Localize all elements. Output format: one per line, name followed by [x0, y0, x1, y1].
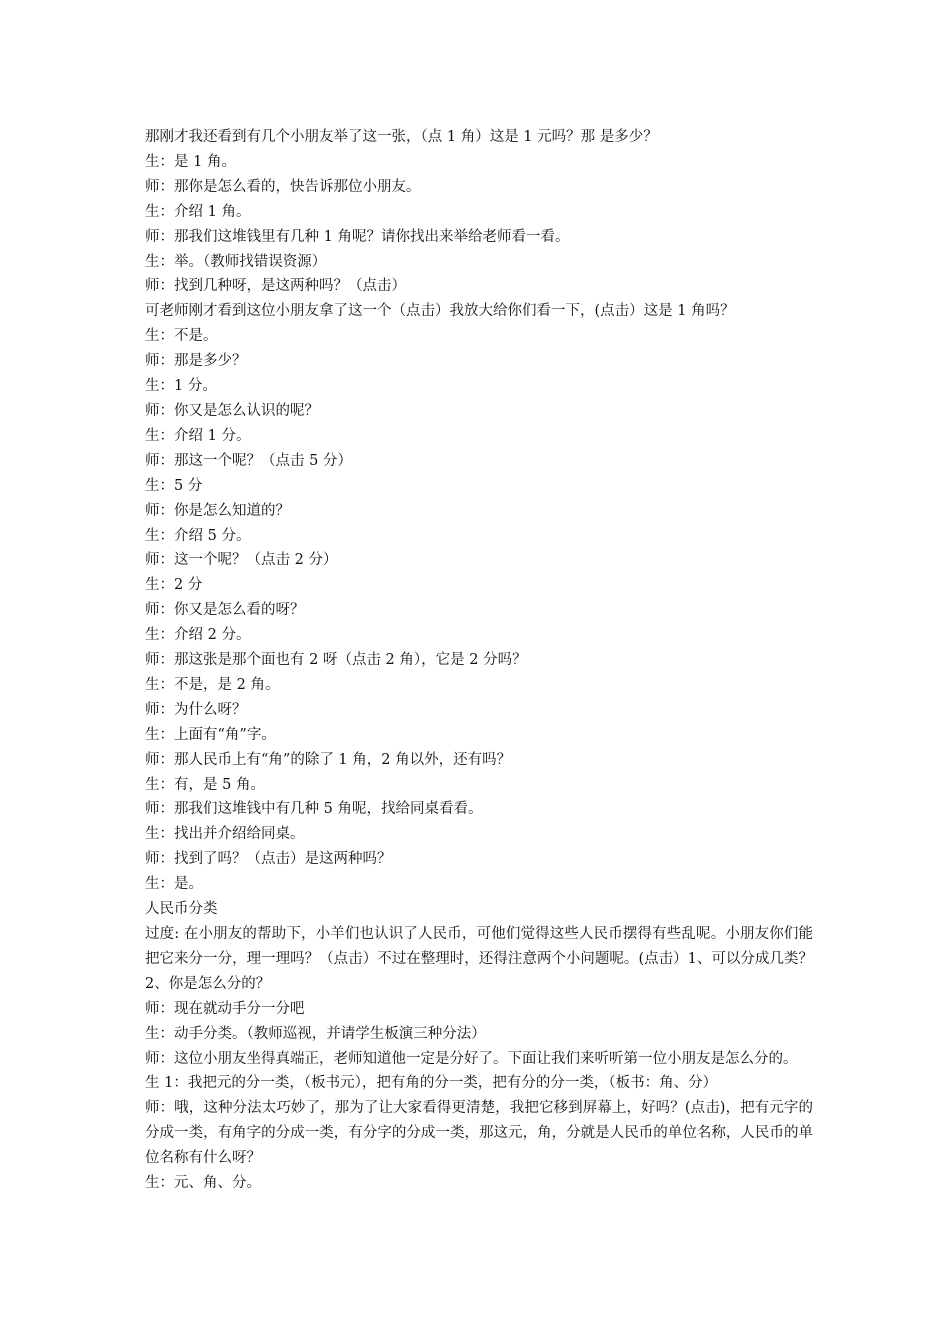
text-line: 生：举。（教师找错误资源） — [145, 253, 327, 270]
text-line: 生：介绍 1 角。 — [145, 203, 251, 220]
section-heading: 人民币分类 — [145, 901, 218, 918]
transition-paragraph: 过度: 在小朋友的帮助下，小羊们也认识了人民币，可他们觉得这些人民币摆得有些乱呢。小朋友你们能把它来分一分，理一理吗？（点击）不过在整理时，还得注意两个小问题呢。(点击）1、可以分成几类？ 2、你是怎么分的？ — [145, 926, 828, 992]
text-line: 师：找到几种呀，是这两种吗？（点击） — [145, 278, 406, 295]
text-line: 生 1：我把元的分一类，（板书元），把有角的分一类，把有分的分一类，（板书：角、分） — [145, 1075, 718, 1092]
text-line: 师：那这一个呢？（点击 5 分） — [145, 452, 352, 469]
text-line: 那刚才我还看到有几个小朋友举了这一张，（点 1 角）这是 1 元吗？那 是多少？ — [145, 129, 658, 145]
text-line: 生：介绍 1 分。 — [145, 427, 251, 444]
text-line: 师：你又是怎么看的呀？ — [145, 602, 305, 619]
text-line: 生：有，是 5 角。 — [145, 776, 265, 793]
text-line: 生：是 1 角。 — [145, 153, 236, 170]
text-line: 生：动手分类。（教师巡视，并请学生板演三种分法） — [145, 1025, 486, 1042]
text-line: 师：那我们这堆钱里有几种 1 角呢？请你找出来举给老师看一看。 — [145, 228, 570, 245]
text-line: 生：上面有“角”字。 — [145, 726, 276, 743]
text-line: 师：那人民币上有“角”的除了 1 角，2 角以外，还有吗？ — [145, 751, 512, 768]
text-line: 生：不是。 — [145, 328, 218, 345]
text-line: 师：那我们这堆钱中有几种 5 角呢，找给同桌看看。 — [145, 801, 483, 818]
text-line: 生：介绍 2 分。 — [145, 627, 251, 644]
text-line: 生：元、角、分。 — [145, 1175, 261, 1192]
text-line: 师：那是多少？ — [145, 353, 247, 370]
text-line: 师：你又是怎么认识的呢？ — [145, 402, 319, 419]
text-line: 生：5 分 — [145, 477, 203, 494]
text-line: 师：为什么呀？ — [145, 701, 247, 718]
text-line: 生：找出并介绍给同桌。 — [145, 826, 305, 843]
document-body — [145, 125, 828, 1196]
text-line: 生：2 分 — [145, 577, 203, 594]
text-line: 师：现在就动手分一分吧 — [145, 1000, 305, 1017]
text-line: 师：那这张是那个面也有 2 呀（点击 2 角），它是 2 分吗？ — [145, 652, 527, 669]
text-line: 生：1 分。 — [145, 378, 217, 395]
text-line: 师：找到了吗？（点击）是这两种吗？ — [145, 851, 392, 868]
text-line: 可老师刚才看到这位小朋友拿了这一个（点击）我放大给你们看一下，(点击）这是 1 角吗？ — [145, 303, 735, 320]
text-line: 师：那你是怎么看的，快告诉那位小朋友。 — [145, 178, 421, 195]
text-line: 师：你是怎么知道的？ — [145, 502, 290, 519]
text-line: 生：不是，是 2 角。 — [145, 676, 280, 693]
text-line: 生：是。 — [145, 876, 203, 893]
text-line: 师：这一个呢？（点击 2 分） — [145, 552, 338, 569]
teacher-paragraph: 师：哦，这种分法太巧妙了，那为了让大家看得更清楚，我把它移到屏幕上，好吗？(点击)，把有元字的分成一类，有角字的分成一类，有分字的分成一类，那这元，角，分就是人民币的单位名称，人民币的单位名称有什么呀？ — [145, 1100, 813, 1167]
text-line: 生：介绍 5 分。 — [145, 527, 251, 544]
teacher-paragraph: 师：这位小朋友坐得真端正，老师知道他一定是分好了。下面让我们来听听第一位小朋友是怎么分的。 — [145, 1050, 798, 1067]
